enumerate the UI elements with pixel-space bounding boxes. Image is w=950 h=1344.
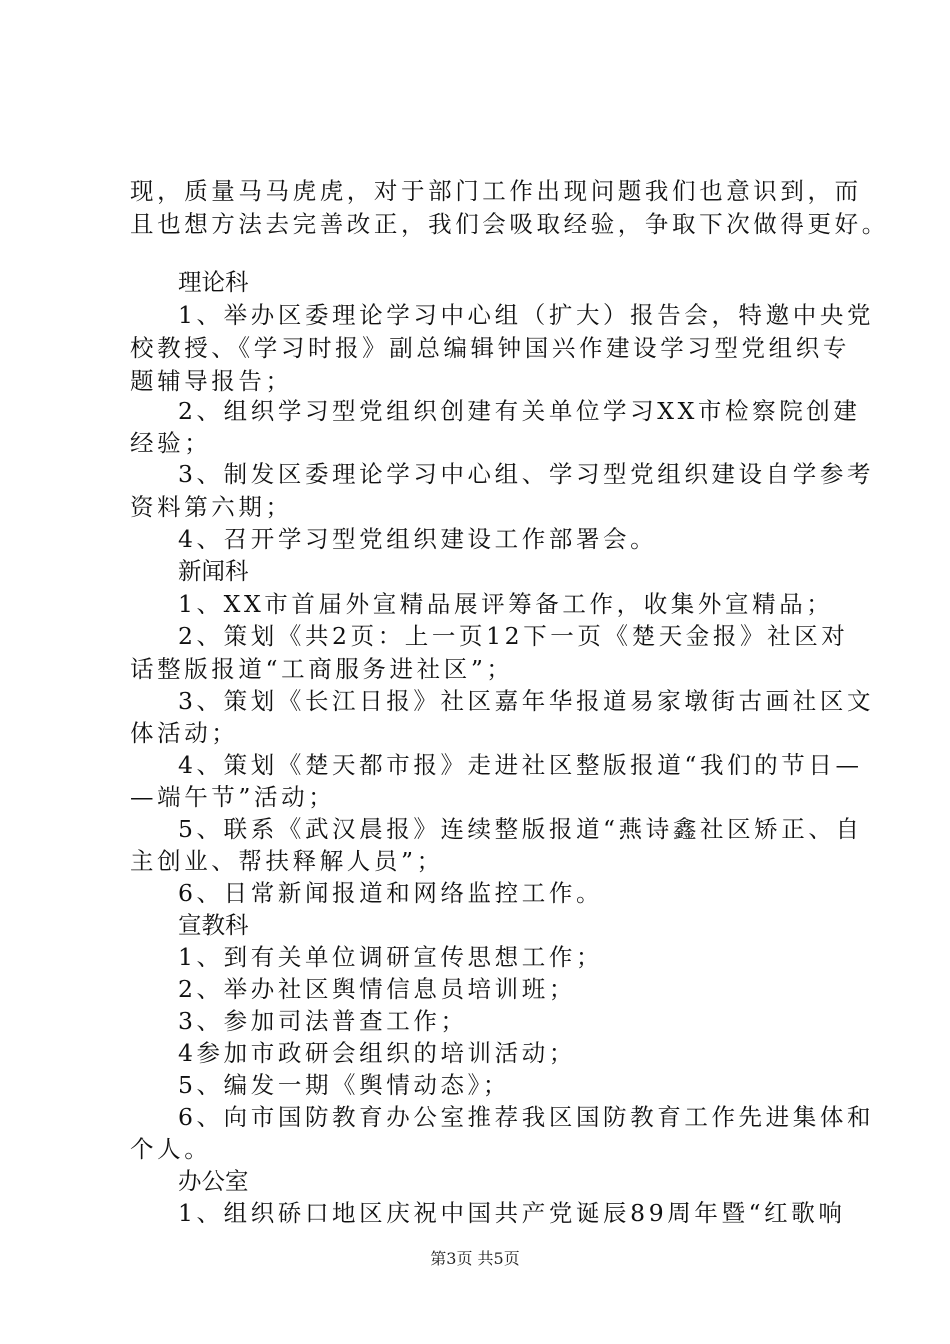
page-footer: 第3页 共5页 xyxy=(430,1249,520,1268)
paragraph-line: 体活动； xyxy=(130,719,239,747)
section-heading-news: 新闻科 xyxy=(178,557,249,585)
paragraph-line: 话整版报道“工商服务进社区”； xyxy=(130,655,514,683)
paragraph-line: —端午节”活动； xyxy=(130,783,336,811)
paragraph-line: 2、策划《共2页：上一页12下一页《楚天金报》社区对 xyxy=(178,622,849,650)
paragraph-line: 6、日常新闻报道和网络监控工作。 xyxy=(178,879,604,907)
paragraph-line: 4、策划《楚天都市报》走进社区整版报道“我们的节日— xyxy=(178,751,863,779)
paragraph-line: 1、XX市首届外宣精品展评筹备工作，收集外宣精品； xyxy=(178,590,834,618)
section-heading-theory: 理论科 xyxy=(178,268,249,296)
paragraph-line: 2、组织学习型党组织创建有关单位学习XX市检察院创建 xyxy=(178,397,861,425)
paragraph-line: 题辅导报告； xyxy=(130,367,293,395)
paragraph-line: 4、召开学习型党组织建设工作部署会。 xyxy=(178,525,658,553)
paragraph-line: 3、参加司法普查工作； xyxy=(178,1007,468,1035)
paragraph-line: 经验； xyxy=(130,429,212,457)
paragraph-line: 1、组织硚口地区庆祝中国共产党诞辰89周年暨“红歌响 xyxy=(178,1199,846,1227)
paragraph-line: 现，质量马马虎虎，对于部门工作出现问题我们也意识到，而 xyxy=(130,177,862,205)
paragraph-line: 3、策划《长江日报》社区嘉年华报道易家墩街古画社区文 xyxy=(178,687,875,715)
paragraph-line: 校教授、《学习时报》副总编辑钟国兴作建设学习型党组织专 xyxy=(130,334,850,362)
paragraph-line: 资料第六期； xyxy=(130,493,293,521)
paragraph-line: 主创业、帮扶释解人员”； xyxy=(130,847,444,875)
paragraph-line: 4参加市政研会组织的培训活动； xyxy=(178,1039,576,1067)
paragraph-line: 个人。 xyxy=(130,1135,212,1163)
paragraph-line: 3、制发区委理论学习中心组、学习型党组织建设自学参考 xyxy=(178,460,875,488)
paragraph-line: 1、到有关单位调研宣传思想工作； xyxy=(178,943,604,971)
paragraph-line: 1、举办区委理论学习中心组（扩大）报告会，特邀中央党 xyxy=(178,301,875,329)
paragraph-line: 5、编发一期《舆情动态》； xyxy=(178,1071,511,1099)
section-heading-publicity: 宣教科 xyxy=(178,911,249,939)
paragraph-line: 2、举办社区舆情信息员培训班； xyxy=(178,975,576,1003)
paragraph-line: 且也想方法去完善改正，我们会吸取经验，争取下次做得更好。 xyxy=(130,210,889,238)
paragraph-line: 5、联系《武汉晨报》连续整版报道“燕诗鑫社区矫正、自 xyxy=(178,815,863,843)
paragraph-line: 6、向市国防教育办公室推荐我区国防教育工作先进集体和 xyxy=(178,1103,875,1131)
section-heading-office: 办公室 xyxy=(178,1167,249,1195)
